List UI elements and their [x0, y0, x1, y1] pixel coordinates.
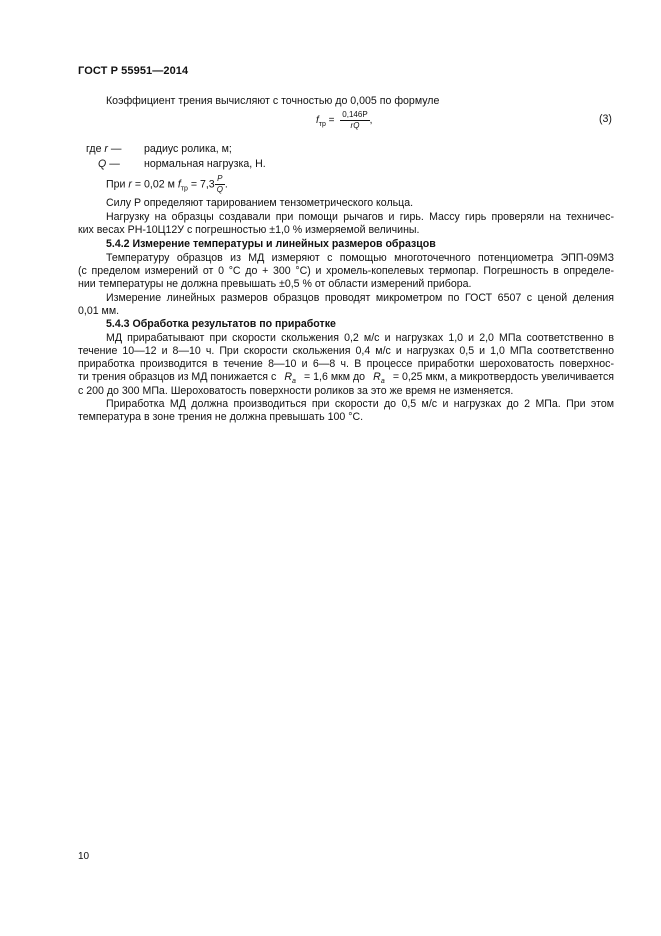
- example-fraction: [215, 174, 225, 195]
- run-line-4-part-a: ти трения образцов из МД понижается с: [78, 371, 277, 383]
- section-5-4-2-heading: 5.4.2 Измерение температуры и линейных размеров образцов: [106, 238, 436, 250]
- formula-equals: =: [328, 115, 335, 127]
- formula-denominator: rQ: [350, 121, 360, 130]
- formula-fraction: [340, 110, 369, 131]
- ra-letter: R: [284, 371, 293, 383]
- example-den: Q: [216, 185, 223, 194]
- paragraph-run-line-5: с 200 до 300 МПа. Шероховатость поверхности роликов за это же время не изменяется.: [78, 385, 514, 397]
- where-desc-q: нормальная нагрузка, Н.: [144, 158, 266, 170]
- example-f: f: [177, 178, 181, 191]
- paragraph-meas-line-2: 0,01 мм.: [78, 305, 120, 317]
- formula-intro: Коэффициент трения вычисляют с точностью до 0,005 по формуле: [106, 95, 440, 107]
- paragraph-rec-line-2: температура в зоне трения не должна превышать 100 °С.: [78, 411, 364, 423]
- where-lead: где: [86, 143, 102, 155]
- where-row-q: [98, 158, 120, 171]
- formula-numerator: 0,146P: [342, 110, 368, 119]
- friction-formula: [316, 110, 372, 131]
- ra-letter: R: [373, 371, 381, 383]
- example-formula: [106, 174, 228, 197]
- ra-sub: a: [292, 378, 296, 385]
- where-desc-r: радиус ролика, м;: [144, 143, 232, 155]
- page-number: 10: [78, 851, 90, 862]
- run-line-4-part-c: = 0,25 мкм, а микротвердость увеличивается: [392, 371, 614, 383]
- paragraph-temp-line-2: (с пределом измерений от 0 °С до + 300 °С) и хромель-копелевых термопар. Погрешность в определе-: [78, 265, 614, 277]
- section-5-4-3-heading: 5.4.3 Обработка результатов по приработке: [106, 318, 336, 330]
- paragraph-load-line-1: Нагрузку на образцы создавали при помощи рычагов и гирь. Массу гирь проверяли на техничес-: [106, 211, 614, 223]
- equation-number: (3): [599, 113, 612, 125]
- paragraph-load-line-2: ких весах РН-10Ц12У с погрешностью ±1,0 % измеряемой величины.: [78, 224, 420, 236]
- where-symbol-r: r: [104, 143, 108, 155]
- document-header: ГОСТ Р 55951—2014: [78, 65, 189, 77]
- ra-sub: a: [380, 378, 385, 385]
- formula-f: f: [316, 115, 319, 127]
- where-row-r: [86, 143, 122, 156]
- example-var: r: [128, 178, 132, 191]
- paragraph-force: Силу P определяют тарированием тензометрического кольца.: [106, 197, 414, 209]
- example-num: P: [215, 174, 225, 185]
- where-dash: —: [110, 143, 122, 155]
- example-f-sub: тр: [180, 185, 188, 193]
- example-eq: = 7,3: [190, 178, 215, 191]
- paragraph-run-line-2: течение 10—12 и 8—10 ч. При скорости скольжения 0,4 м/с и нагрузках 0,5 и 1,0 МПа соответственно: [78, 345, 614, 357]
- paragraph-meas-line-1: Измерение линейных размеров образцов проводят микрометром по ГОСТ 6507 с ценой деления: [106, 292, 614, 304]
- run-line-4-part-b: = 1,6 мкм до: [304, 371, 366, 383]
- formula-tail: ,: [369, 115, 373, 127]
- paragraph-rec-line-1: Приработка МД должна производиться при скорости до 0,5 м/с и нагрузках до 2 МПа. При этом: [106, 398, 614, 410]
- paragraph-run-line-1: МД прирабатывают при скорости скольжения 0,2 м/с и нагрузках 1,0 и 2,0 МПа соответственно в: [106, 332, 614, 344]
- paragraph-run-line-3: приработка производится в течение 8—10 и 6—8 ч. В процессе приработки шероховатость поверхнос-: [78, 358, 614, 370]
- example-end: .: [224, 178, 228, 191]
- example-mid: = 0,02 м: [134, 178, 175, 191]
- formula-f-sub: тр: [318, 121, 326, 129]
- paragraph-temp-line-1: Температуру образцов из МД измеряют с помощью многоточечного потенциометра ЭПП-09МЗ: [106, 252, 614, 264]
- where-symbol-q: Q: [98, 158, 107, 170]
- where-dash: —: [109, 158, 120, 170]
- paragraph-temp-line-3: нии температуры не должна превышать ±0,5 % от области измерений прибора.: [78, 278, 472, 290]
- example-prefix: При: [106, 178, 126, 191]
